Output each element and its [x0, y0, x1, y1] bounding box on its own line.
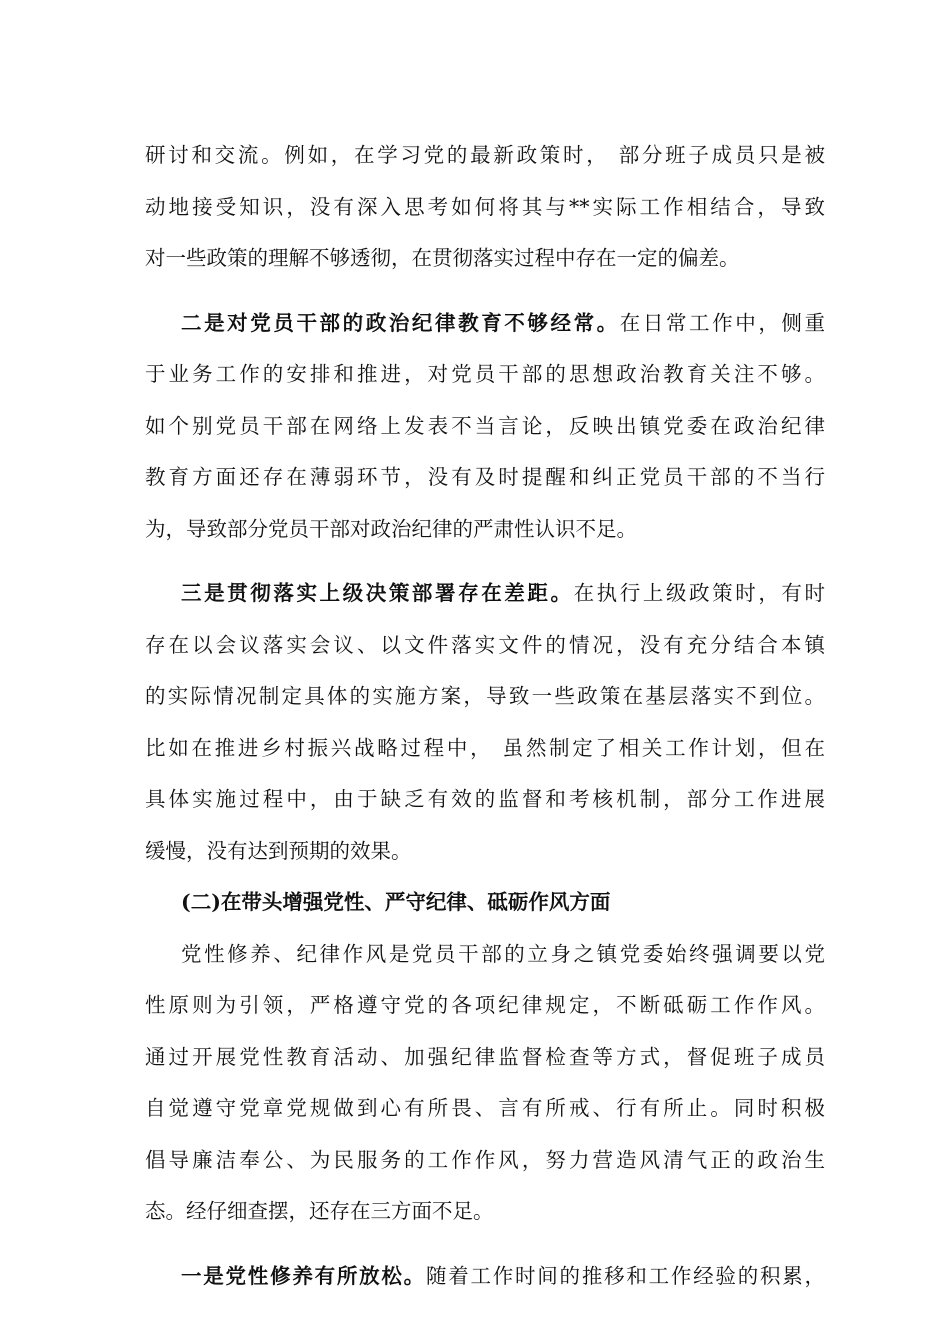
paragraph-party-spirit-intro [145, 929, 825, 1238]
text-line [145, 1135, 825, 1187]
text-line [145, 504, 825, 556]
heading-line [145, 877, 825, 929]
text-line [145, 233, 825, 285]
text-run: 缓慢，没有达到预期的效果。 [145, 838, 412, 863]
text-run: 如个别党员干部在网络上发表不当言论，反映出镇党委在政治纪律 [145, 413, 825, 438]
text-run: 通过开展党性教育活动、加强纪律监督检查等方式，督促班子成员 [145, 1044, 825, 1069]
text-line [145, 1083, 825, 1135]
text-run: 的实际情况制定具体的实施方案，导致一些政策在基层落实不到位。 [145, 684, 825, 708]
bold-lead-text: 二是对党员干部的政治纪律教育不够经常。 [181, 310, 620, 335]
text-run: 于业务工作的安排和推进，对党员干部的思想政治教育关注不够。 [145, 362, 825, 386]
text-line [145, 826, 825, 878]
text-line [145, 929, 825, 981]
section-heading [145, 877, 825, 929]
text-run: 自觉遵守党章党规做到心有所畏、言有所戒、行有所止。同时积极 [145, 1096, 825, 1120]
text-line [145, 568, 825, 620]
text-run: 态。经仔细查摆，还存在三方面不足。 [145, 1199, 494, 1223]
text-line [145, 349, 825, 401]
text-run: 比如在推进乡村振兴战略过程中， 虽然制定了相关工作计划，但在 [145, 735, 825, 760]
text-run: 党性修养、纪律作风是党员干部的立身之镇党委始终强调要以党 [181, 941, 825, 966]
text-run: 倡导廉洁奉公、为民服务的工作作风，努力营造风清气正的政治生 [145, 1147, 825, 1172]
text-run: 性原则为引领，严格遵守党的各项纪律规定，不断砥砺工作作风。 [145, 993, 825, 1017]
text-line [145, 723, 825, 775]
paragraph-policy-implementation [145, 568, 825, 877]
text-line [145, 401, 825, 453]
text-line [145, 130, 825, 182]
text-line [145, 671, 825, 723]
text-line [145, 980, 825, 1032]
text-line [145, 452, 825, 504]
text-line [145, 182, 825, 234]
text-run: 在日常工作中，侧重 [619, 310, 826, 335]
text-line [145, 298, 825, 350]
paragraph-party-spirit-relaxed [145, 1251, 825, 1303]
heading-text: (二)在带头增强党性、严守纪律、砥砺作风方面 [181, 890, 611, 914]
paragraph-continuation [145, 130, 825, 285]
text-run: 动地接受知识，没有深入思考如何将其与**实际工作相结合，导致 [145, 194, 825, 219]
bold-lead-text: 三是贯彻落实上级决策部署存在差距。 [181, 581, 574, 605]
paragraph-political-discipline [145, 298, 825, 556]
bold-lead-text: 一是党性修养有所放松。 [181, 1263, 426, 1288]
text-run: 随着工作时间的推移和工作经验的积累， [425, 1263, 826, 1288]
text-run: 在执行上级政策时，有时 [573, 581, 826, 605]
text-run: 研讨和交流。例如，在学习党的最新政策时， 部分班子成员只是被 [145, 143, 825, 167]
text-run: 为，导致部分党员干部对政治纪律的严肃性认识不足。 [145, 516, 637, 541]
text-line [145, 1251, 825, 1303]
document-page [145, 130, 825, 1302]
text-run: 具体实施过程中，由于缺乏有效的监督和考核机制，部分工作进展 [145, 787, 825, 811]
text-line [145, 1032, 825, 1084]
text-run: 存在以会议落实会议、以文件落实文件的情况，没有充分结合本镇 [145, 632, 825, 657]
text-line [145, 774, 825, 826]
text-line [145, 1186, 825, 1238]
text-run: 对一些政策的理解不够透彻，在贯彻落实过程中存在一定的偏差。 [145, 246, 740, 270]
text-line [145, 620, 825, 672]
text-run: 教育方面还存在薄弱环节，没有及时提醒和纠正党员干部的不当行 [145, 465, 825, 489]
